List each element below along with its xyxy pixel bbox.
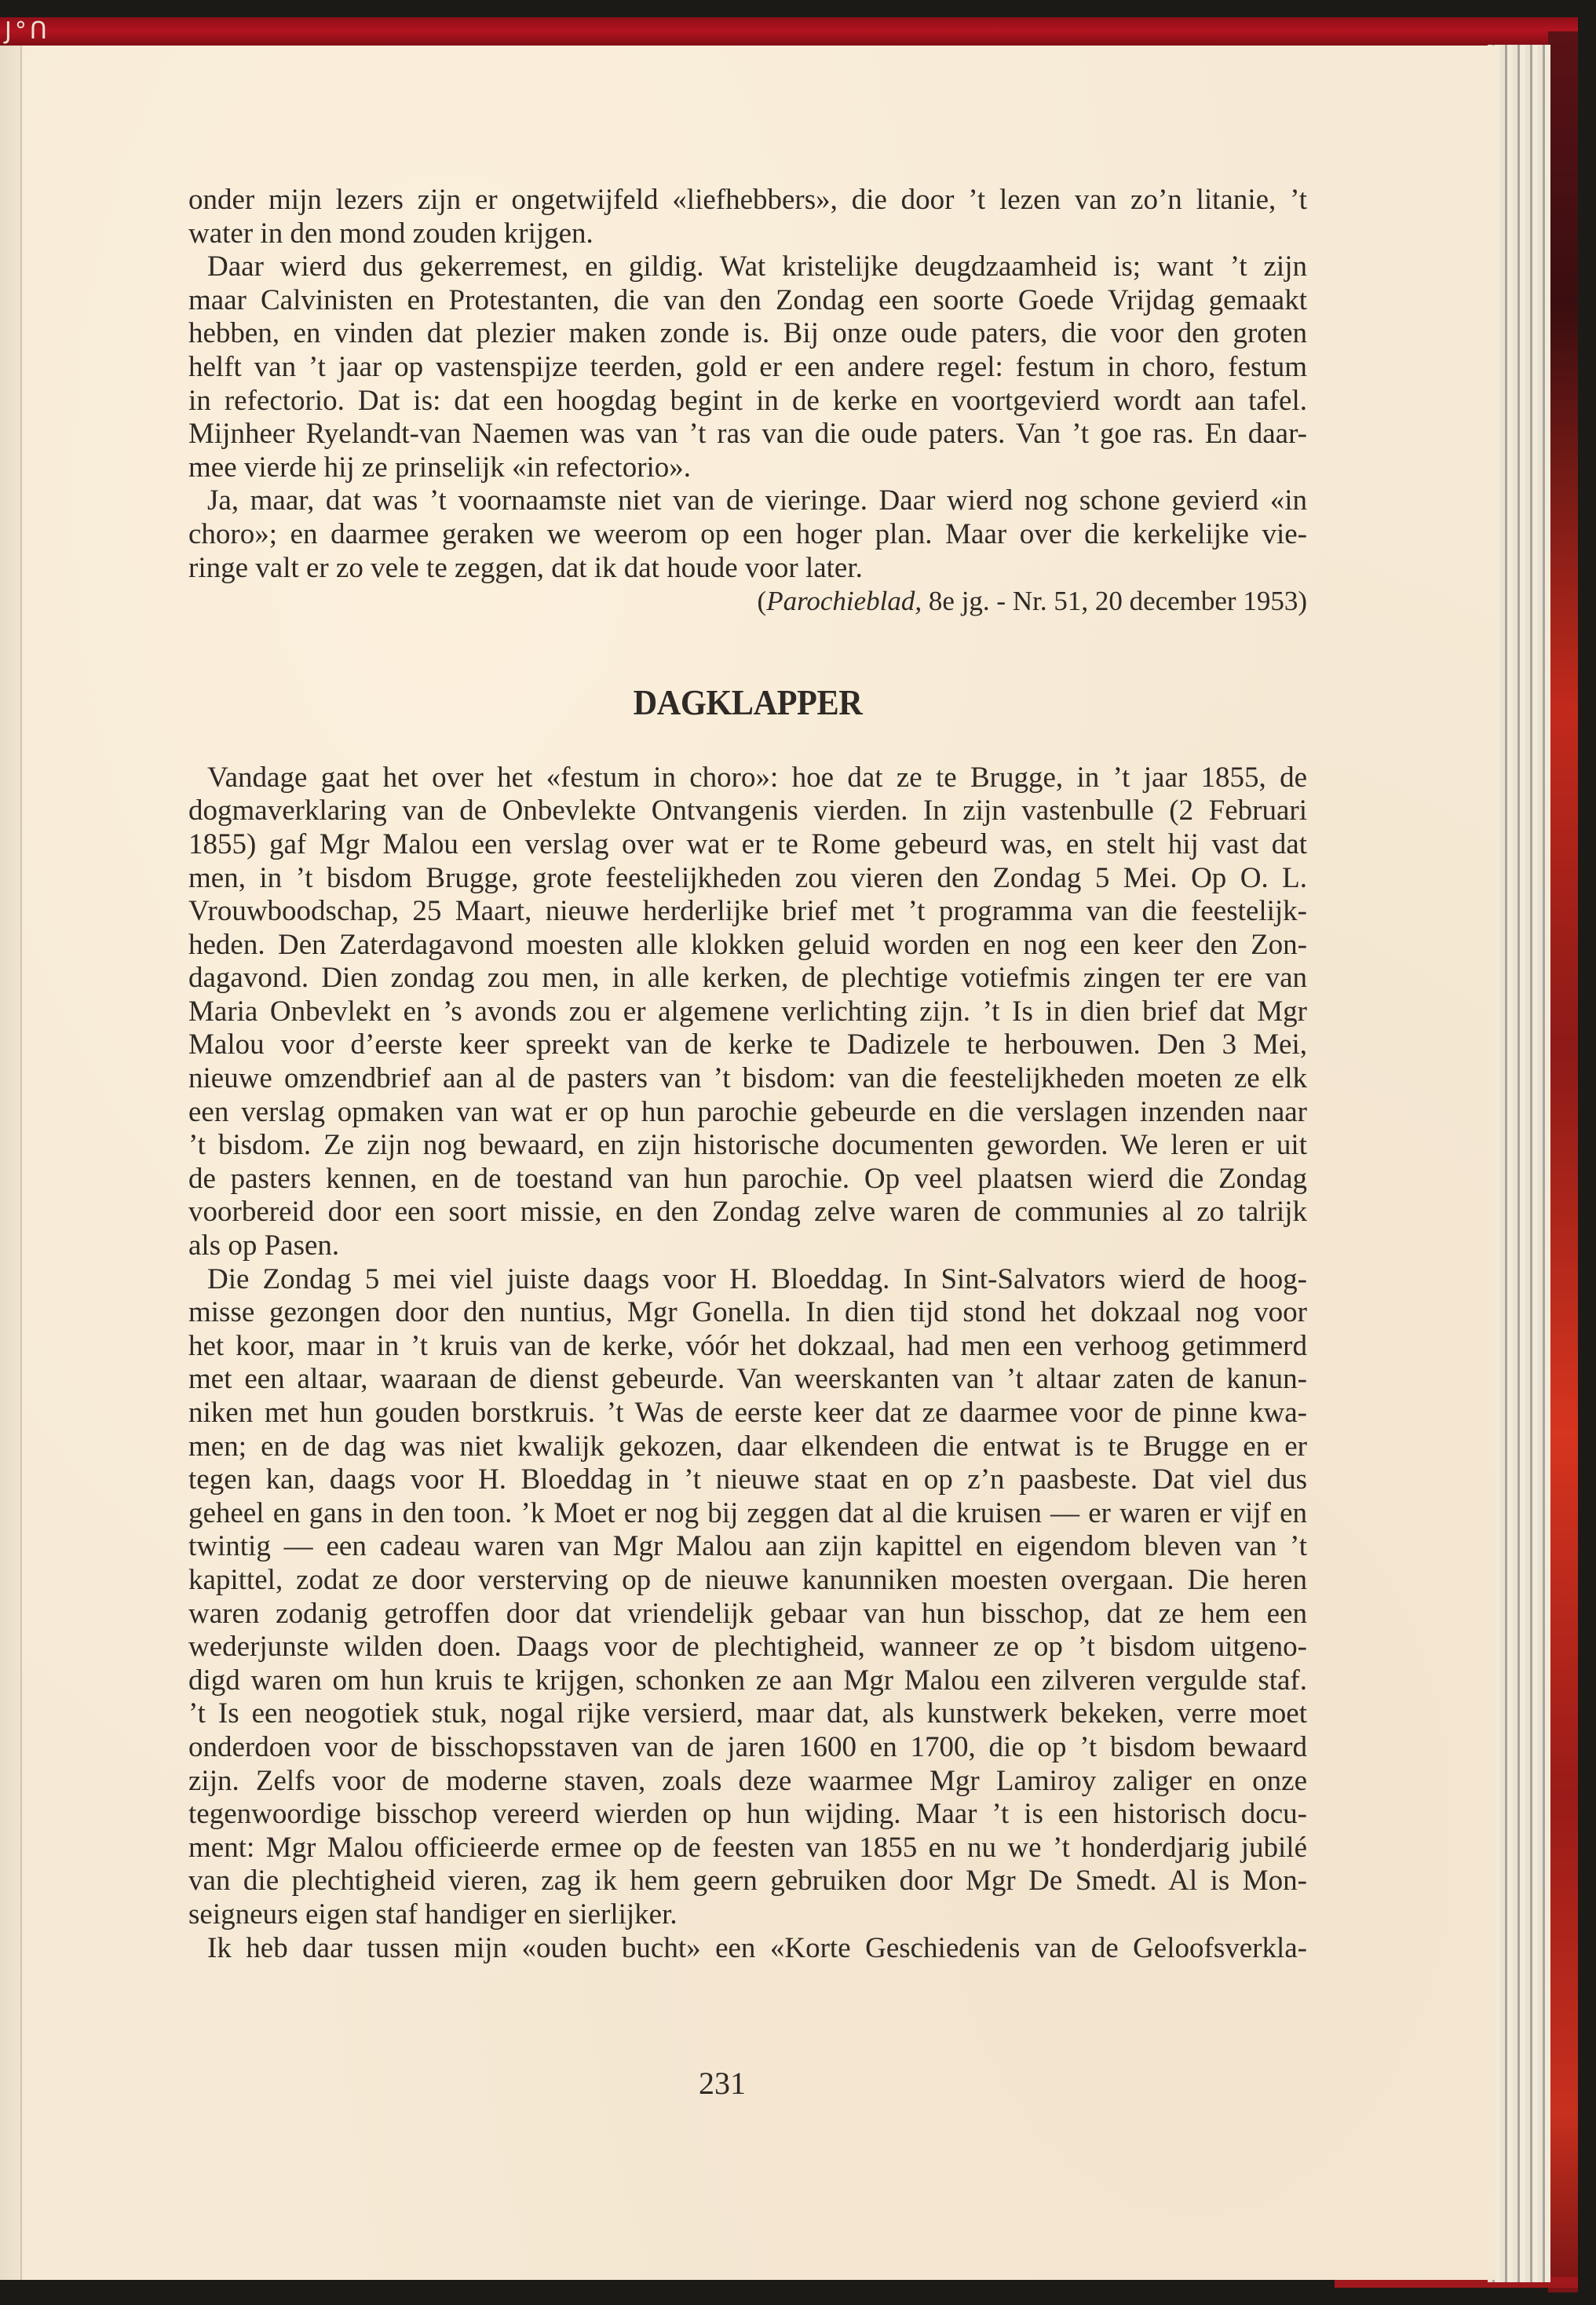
page-gutter	[0, 46, 22, 2280]
paragraph	[188, 1932, 1307, 1966]
text-line: helft van ’t jaar op vastenspijze teerden, gold er een andere regel: festum in choro, festum	[188, 350, 1307, 383]
text-line: water in den mond zouden krijgen.	[188, 217, 593, 250]
text-line: seigneurs eigen staf handiger en sierlijker.	[188, 1898, 677, 1931]
text-line: choro»; en daarmee geraken we weerom op een hoger plan. Maar over die kerkelijke vie-	[188, 517, 1307, 550]
text-line: misse gezongen door den nuntius, Mgr Gonella. In dien tijd stond het dokzaal nog voor	[188, 1296, 1307, 1329]
source-citation	[188, 585, 1307, 619]
paragraph	[188, 1263, 1307, 1932]
text-line: dogmaverklaring van de Onbevlekte Ontvangenis vierden. In zijn vastenbulle (2 Februari	[188, 795, 1307, 827]
text-line: Malou voor d’eerste keer spreekt van de kerke te Dadizele te herbouwen. Den 3 Mei,	[188, 1028, 1307, 1061]
text-line: niken met hun gouden borstkruis. ’t Was de eerste keer dat ze daarmee voor de pinne kwa-	[188, 1397, 1307, 1429]
text-line: ’t Is een neogotiek stuk, nogal rijke versierd, maar dat, als kunstwerk bekeken, verre moet	[188, 1697, 1307, 1730]
text-line: tegen kan, daags voor H. Bloeddag in ’t nieuwe staat en op z’n paasbeste. Dat viel dus	[188, 1463, 1307, 1496]
text-line: wederjunste wilden doen. Daags voor de plechtigheid, wanneer ze op ’t bisdom uitgeno-	[188, 1631, 1307, 1664]
text-line: voorbereid door een soort missie, en den Zondag zelve waren de communies al zo talrijk	[188, 1196, 1307, 1229]
text-line: digd waren om hun kruis te krijgen, schonken ze aan Mgr Malou een zilveren vergulde staf.	[188, 1664, 1307, 1697]
paragraph	[188, 184, 1307, 250]
text-line: Ja, maar, dat was ’t voornaamste niet van de vieringe. Daar wierd nog schone gevierd «in	[207, 484, 1307, 517]
paragraph	[188, 250, 1307, 484]
page-stack-edges	[1488, 45, 1550, 2282]
text-line: kapittel, zodat ze door versterving op de nieuwe kanunniken moesten overgaan. Die heren	[188, 1563, 1307, 1596]
text-line: als op Pasen.	[188, 1229, 340, 1262]
text-line: Vrouwboodschap, 25 Maart, nieuwe herderlijke brief met ’t programma van die feestelijk-	[188, 895, 1307, 928]
text-line: tegenwoordige bisschop vereerd wierden op hun wijding. Maar ’t is een historisch docu-	[188, 1798, 1307, 1831]
text-line: het koor, maar in ’t kruis van de kerke, vóór het dokzaal, had men een verhoog getimmerd	[188, 1329, 1307, 1362]
text-line: Vandage gaat het over het «festum in choro»: hoe dat ze te Brugge, in ’t jaar 1855, de	[207, 761, 1307, 794]
page-text	[188, 184, 1307, 1965]
text-line: geheel en gans in den toon. ’k Moet er nog bij zeggen dat al die kruisen — er waren er vijf en	[188, 1496, 1307, 1529]
text-line: men; en de dag was niet kwalijk gekozen, daar elkendeen die entwat is te Brugge en er	[188, 1430, 1307, 1463]
paragraph	[188, 484, 1307, 585]
spine-label-mark: J°Ո	[5, 17, 50, 45]
text-line: ringe valt er zo vele te zeggen, dat ik dat houde voor later.	[188, 551, 863, 584]
text-line: ’t bisdom. Ze zijn nog bewaard, en zijn historische documenten geworden. We leren er uit	[188, 1129, 1307, 1162]
text-line: in refectorio. Dat is: dat een hoogdag begint in de kerke en voortgevierd wordt aan tafel.	[188, 384, 1307, 417]
text-line: waren zodanig getroffen door dat vriendelijk gebaar van hun bisschop, dat ze hem een	[188, 1597, 1307, 1630]
text-line: ment: Mgr Malou officieerde ermee op de feesten van 1855 en nu we ’t honderdjarig jubilé	[188, 1831, 1307, 1864]
text-line: van die plechtigheid vieren, zag ik hem geern gebruiken door Mgr De Smedt. Al is Mon-	[188, 1865, 1307, 1898]
section-body	[188, 762, 1307, 1965]
section-heading: DAGKLAPPER	[633, 681, 863, 722]
page-number: 231	[699, 2066, 746, 2101]
text-line: onderdoen voor de bisschopsstaven van de jaren 1600 en 1700, die op ’t bisdom bewaard	[188, 1730, 1307, 1763]
continued-article	[188, 184, 1307, 585]
text-line: met een altaar, waaraan de dienst gebeurde. Van weerskanten van ’t altaar zaten de kanun-	[188, 1363, 1307, 1396]
text-line: maar Calvinisten en Protestanten, die van den Zondag een soorte Goede Vrijdag gemaakt	[188, 283, 1307, 316]
text-line: zijn. Zelfs voor de moderne staven, zoals deze waarmee Mgr Lamiroy zaliger en onze	[188, 1764, 1307, 1797]
text-line: Mijnheer Ryelandt-van Naemen was van ’t ras van die oude paters. Van ’t goe ras. En daar-	[188, 418, 1307, 451]
text-line: men, in ’t bisdom Brugge, grote feestelijkheden zou vieren den Zondag 5 Mei. Op O. L.	[188, 861, 1307, 894]
text-line: Daar wierd dus gekerremest, en gildig. Wat kristelijke deugdzaamheid is; want ’t zijn	[207, 250, 1307, 283]
text-line: Die Zondag 5 mei viel juiste daags voor H. Bloeddag. In Sint-Salvators wierd de hoog-	[207, 1262, 1307, 1295]
book-cover-right-edge	[1548, 31, 1578, 2292]
text-line: twintig — een cadeau waren van Mgr Malou aan zijn kapittel en eigendom bleven van ’t	[188, 1530, 1307, 1563]
source-open-paren: (	[757, 586, 767, 617]
text-line: heden. Den Zaterdagavond moesten alle klokken geluid worden en nog een keer den Zon-	[188, 928, 1307, 961]
text-line: onder mijn lezers zijn er ongetwijfeld «liefhebbers», die door ’t lezen van zo’n litanie, ’t	[188, 184, 1307, 216]
paragraph	[188, 762, 1307, 1263]
text-line: Ik heb daar tussen mijn «ouden bucht» een «Korte Geschiedenis van de Geloofsverkla-	[207, 1931, 1307, 1964]
text-line: dagavond. Dien zondag zou men, in alle kerken, de plechtige votiefmis zingen ter ere van	[188, 962, 1307, 995]
text-line: Maria Onbevlekt en ’s avonds zou er algemene verlichting zijn. ’t Is in dien brief dat Mgr	[188, 995, 1307, 1028]
text-line: nieuwe omzendbrief aan al de pasters van ’t bisdom: van die feestelijkheden moeten ze elk	[188, 1062, 1307, 1095]
book-cover-top-edge	[0, 17, 1578, 47]
source-publication: Parochieblad,	[766, 586, 922, 617]
text-line: 1855) gaf Mgr Malou een verslag over wat er te Rome gebeurd was, en stelt hij vast dat	[188, 827, 1307, 860]
text-line: de pasters kennen, en de toestand van hun parochie. Op veel plaatsen wierd die Zondag	[188, 1162, 1307, 1195]
text-line: mee vierde hij ze prinselijk «in refectorio».	[188, 451, 692, 484]
source-details: 8e jg. - Nr. 51, 20 december 1953)	[922, 586, 1307, 617]
text-line: een verslag opmaken van wat er op hun parochie gebeurde en die verslagen inzenden naar	[188, 1095, 1307, 1128]
text-line: hebben, en vinden dat plezier maken zonde is. Bij onze oude paters, die voor den groten	[188, 317, 1307, 350]
